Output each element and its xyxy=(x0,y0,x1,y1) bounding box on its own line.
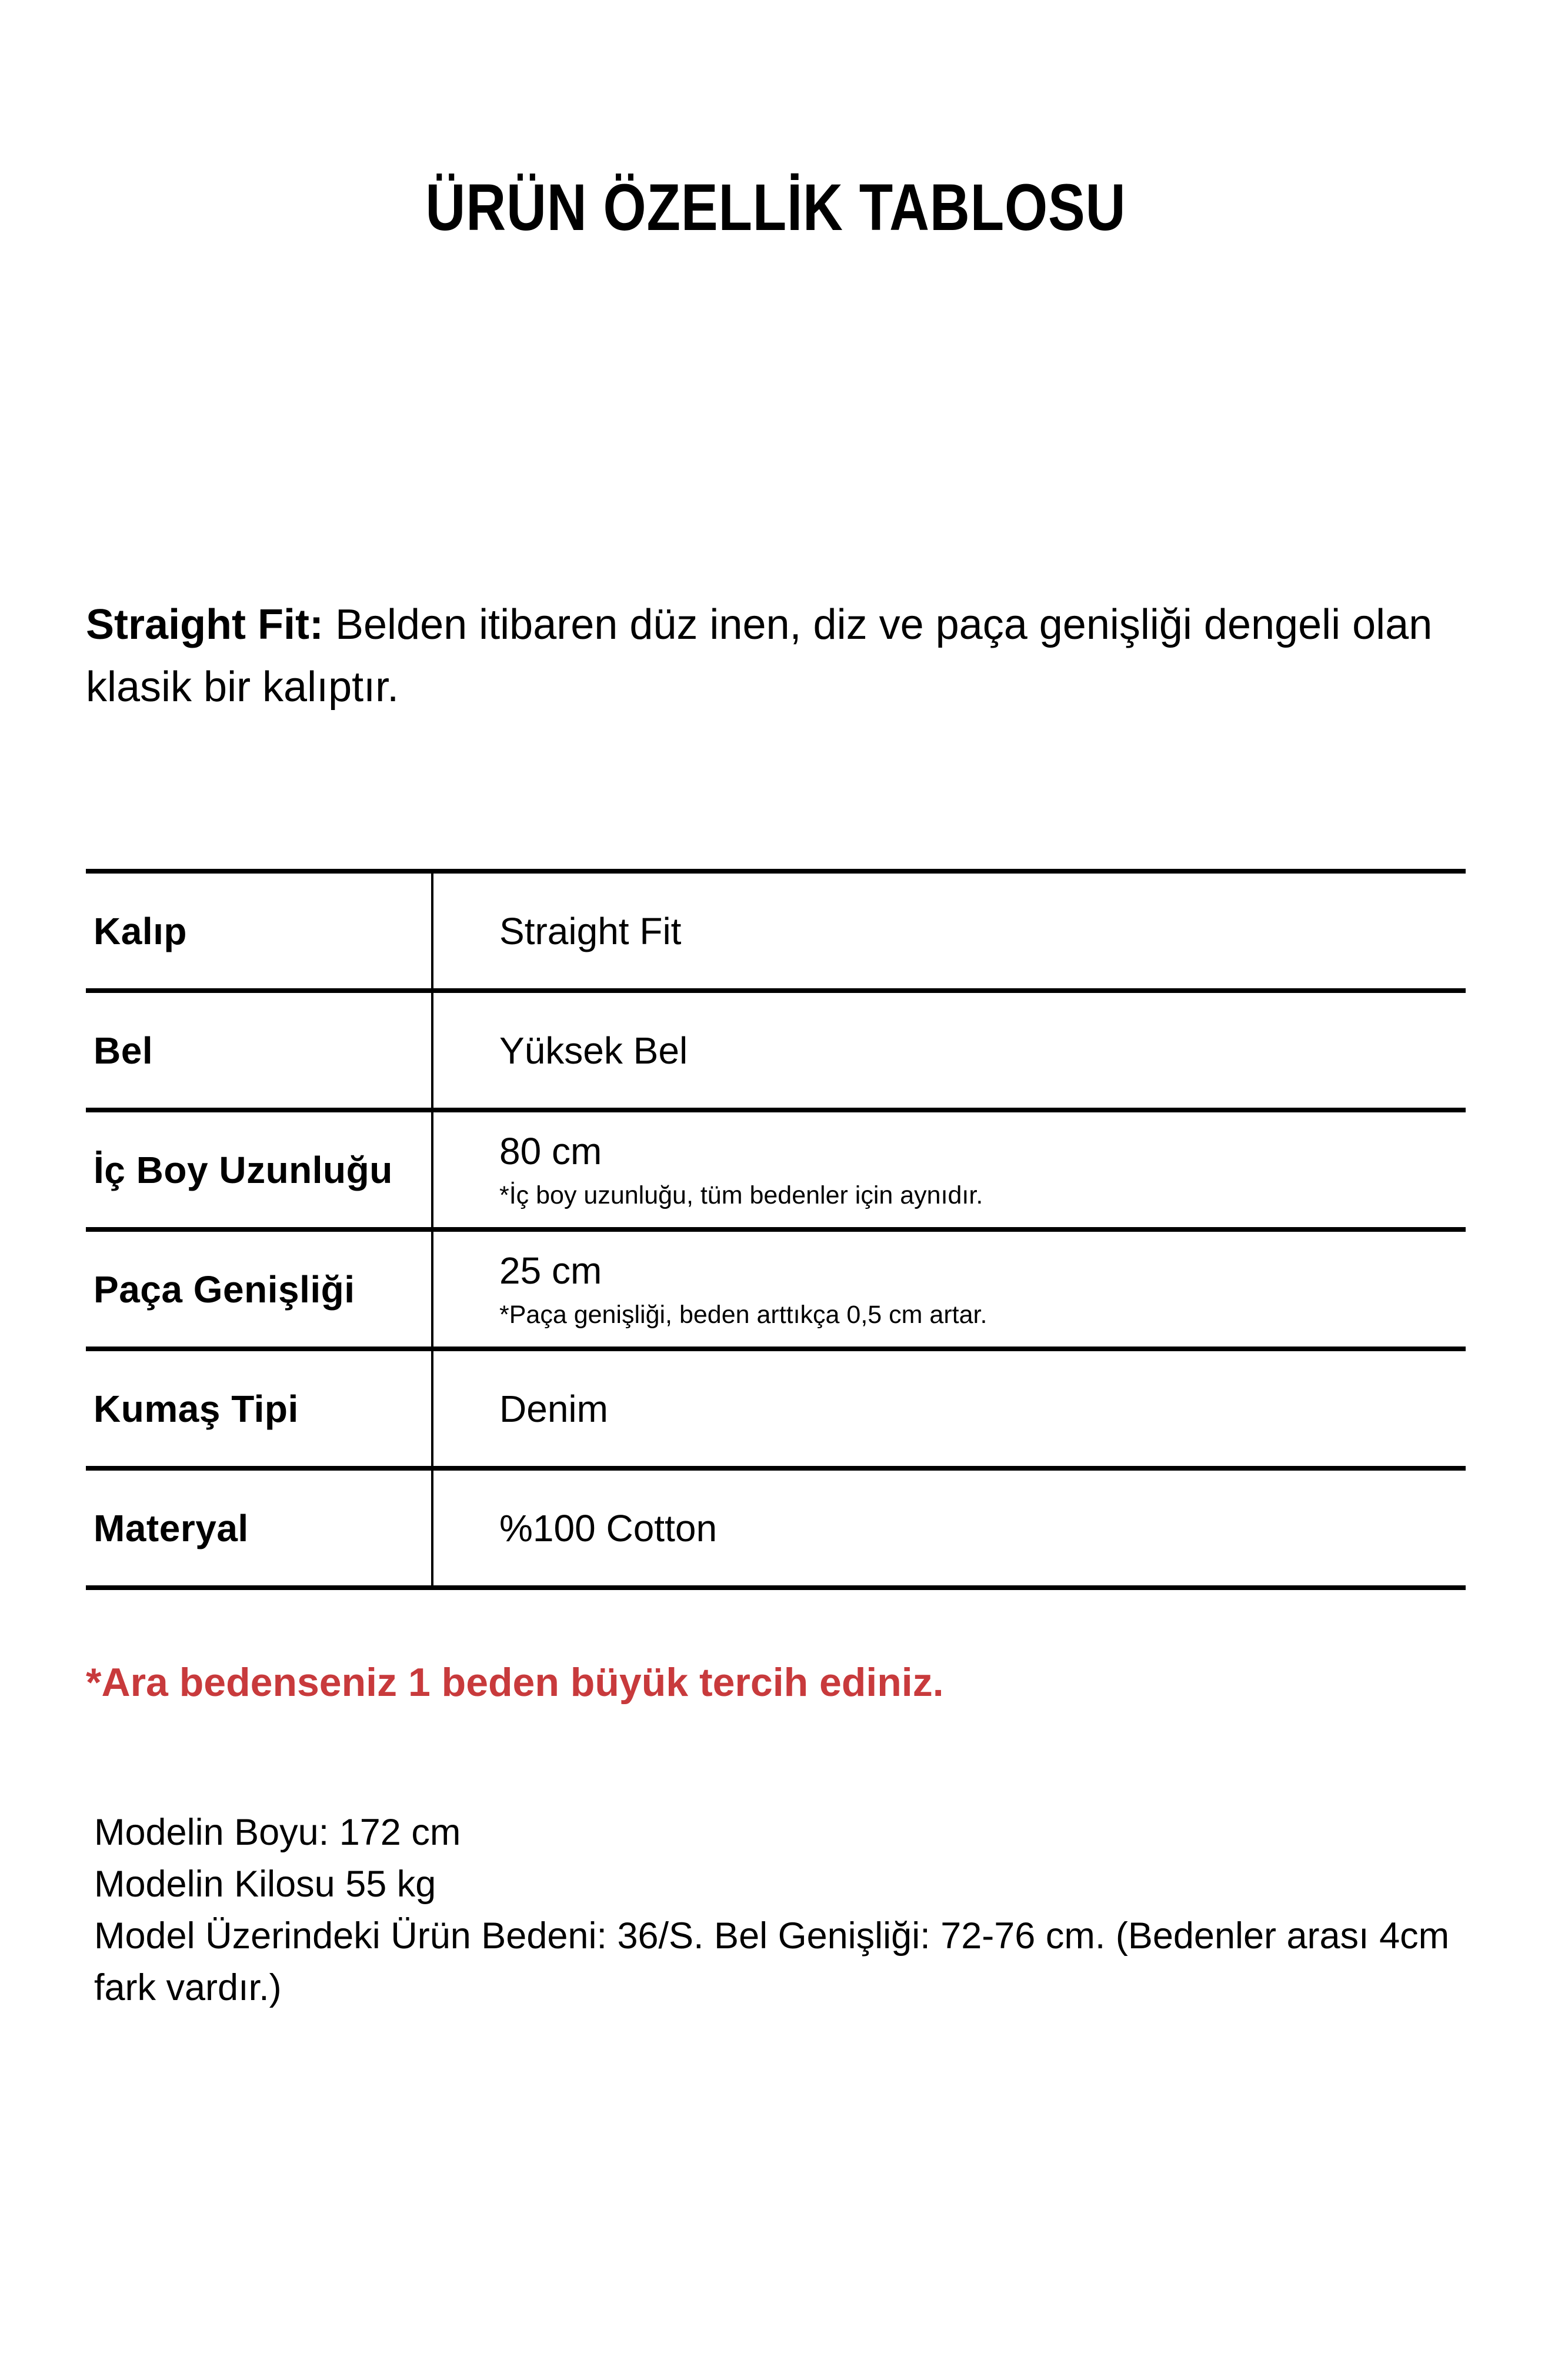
row-label: Kumaş Tipi xyxy=(86,1351,433,1466)
spec-table xyxy=(86,869,1466,1590)
row-value-cell xyxy=(433,1351,1466,1466)
row-value: 80 cm xyxy=(499,1130,602,1172)
row-value: Straight Fit xyxy=(499,909,682,952)
row-label: Kalıp xyxy=(86,874,433,988)
row-label: Paça Genişliği xyxy=(86,1232,433,1347)
row-value: 25 cm xyxy=(499,1249,602,1292)
row-label: Bel xyxy=(86,993,433,1108)
table-row xyxy=(86,1351,1466,1471)
page-title-text: ÜRÜN ÖZELLİK TABLOSU xyxy=(425,171,1126,244)
intro-paragraph xyxy=(86,594,1466,718)
table-row xyxy=(86,993,1466,1112)
table-row xyxy=(86,1232,1466,1351)
intro-text: Belden itibaren düz inen, diz ve paça genişliği dengeli olan klasik bir kalıptır. xyxy=(86,601,1433,711)
product-spec-sheet xyxy=(0,169,1568,2353)
model-info-line: Modelin Boyu: 172 cm xyxy=(94,1812,461,1853)
row-value-cell xyxy=(433,874,1466,988)
page-title xyxy=(86,169,1466,245)
row-value-cell xyxy=(433,1471,1466,1585)
row-value: %100 Cotton xyxy=(499,1507,718,1549)
row-value-cell xyxy=(433,993,1466,1108)
row-value: Yüksek Bel xyxy=(499,1029,688,1072)
model-info-line: Model Üzerindeki Ürün Bedeni: 36/S. Bel Genişliği: 72-76 cm. (Bedenler arası 4cm fark vardır.) xyxy=(94,1915,1450,2008)
model-info xyxy=(86,1807,1466,2014)
model-info-line: Modelin Kilosu 55 kg xyxy=(94,1864,436,1905)
intro-lead: Straight Fit: xyxy=(86,601,323,648)
row-label: Materyal xyxy=(86,1471,433,1585)
size-warning-text: *Ara bedenseniz 1 beden büyük tercih ediniz. xyxy=(86,1660,944,1705)
row-value: Denim xyxy=(499,1387,608,1430)
table-row xyxy=(86,1112,1466,1232)
row-label: İç Boy Uzunluğu xyxy=(86,1112,433,1227)
table-row xyxy=(86,874,1466,993)
row-note: *Paça genişliği, beden arttıkça 0,5 cm artar. xyxy=(499,1301,987,1329)
table-row xyxy=(86,1471,1466,1590)
row-value-cell xyxy=(433,1232,1466,1347)
row-value-cell xyxy=(433,1112,1466,1227)
row-note: *İç boy uzunluğu, tüm bedenler için aynıdır. xyxy=(499,1181,983,1209)
